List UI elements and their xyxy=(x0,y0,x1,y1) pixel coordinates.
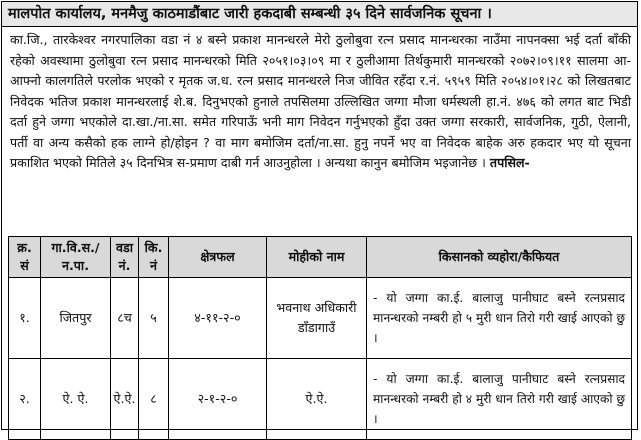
col-header-ward: वडा नं. xyxy=(111,237,139,278)
cell-tenant: ऐ.ऐ. xyxy=(267,359,367,440)
cell-tenant: भवनाथ अधिकारी डाँडागाउँ xyxy=(267,278,367,359)
table-row xyxy=(9,278,632,359)
cell-ward: ८च xyxy=(111,278,139,359)
public-notice xyxy=(1,1,638,430)
col-header-plot: कि. नं xyxy=(139,237,169,278)
notice-body xyxy=(2,27,637,236)
cell-remarks: - यो जग्गा का.ई. बालाजु पानीघाट बस्ने रत्नप्रसाद मानन्धरको नम्बरी हो ४ मुरी धान तिरो गरी खाई आएको छु । xyxy=(367,359,632,440)
col-header-area: क्षेत्रफल xyxy=(169,237,267,278)
cell-serial: २. xyxy=(9,359,41,440)
cell-area: ४-११-२-० xyxy=(169,278,267,359)
cell-municipality: ऐ. ऐ. xyxy=(41,359,111,440)
table-row xyxy=(9,359,632,440)
cell-municipality: जितपुर xyxy=(41,278,111,359)
cell-area: २-१-२-० xyxy=(169,359,267,440)
notice-title: मालपोत कार्यालय, मनमैजु काठमाडौंबाट जारी हकदाबी सम्बन्धी ३५ दिने सार्वजनिक सूचना । xyxy=(2,2,637,27)
col-header-municipality: गा.वि.स./ न.पा. xyxy=(41,237,111,278)
col-header-remarks: किसानको व्यहोरा/कैफियत xyxy=(367,237,632,278)
col-header-tenant: मोहीको नाम xyxy=(267,237,367,278)
table-header-row xyxy=(9,237,632,278)
col-header-serial: क्र. सं xyxy=(9,237,41,278)
notice-tail-label: तपसिल- xyxy=(489,155,530,170)
cell-serial: १. xyxy=(9,278,41,359)
cell-ward: ऐ.ऐ. xyxy=(111,359,139,440)
cell-remarks: - यो जग्गा का.ई. बालाजु पानीघाट बस्ने रत्नप्रसाद मानन्धरको नम्बरी हो ५ मुरी धान तिरो गरी खाई आएको छु । xyxy=(367,278,632,359)
details-table xyxy=(8,236,632,440)
cell-plot: ८ xyxy=(139,359,169,440)
notice-body-text: का.जि., तारकेश्वर नगरपालिका वडा नं ४ बस्ने प्रकाश मानन्धरले मेरो ठुलोबुवा रत्न प्रसाद मानन्धरका नाउँमा नापनक्सा भई दर्ता बाँकी रहेको अवस्थामा ठुलोबुवा रत्न प्रसाद मानन्धरको मिति २०५१।०३।०९ मा र ठुलीआमा तिर्थकुमारी मानन्धरको २०७२।०९।११ सालमा आ-आफ्नो कालगतिले परलोक भएको र मृतक ज.ध. रत्न प्रसाद मानन्धरले निज जीवित रहँदा र.नं. ५९५९ मिति २०५४।०१।२८ को लिखतबाट निवेदक भतिज प्रकाश मानन्धरलाई शे.ब. दिनुभएको हुनाले तपसिलमा उल्लिखित जग्गा मौजा धर्मस्थली हा.नं. ४७६ को लगत बाट भिडी दर्ता हुने जग्गा भएकोले दा.खा./ना.सा. समेत गरिपाऊँ भनी माग निवेदन गर्नुभएको हुँदा उक्त जग्गा सरकारी, सार्वजनिक, गुठी, ऐलानी, पर्ती वा अन्य कसैको हक लाग्ने हो/होइन ? वा माग बमोजिम दर्ता/ना.सा. हुनु नपर्ने भए वा निवेदक बाहेक अरु हकदार भए यो सूचना प्रकाशित भएको मितिले ३५ दिनभित्र स-प्रमाण दाबी गर्न आउनुहोला । अन्यथा कानुन बमोजिम भइजानेछ । xyxy=(10,32,631,170)
cell-plot: ५ xyxy=(139,278,169,359)
